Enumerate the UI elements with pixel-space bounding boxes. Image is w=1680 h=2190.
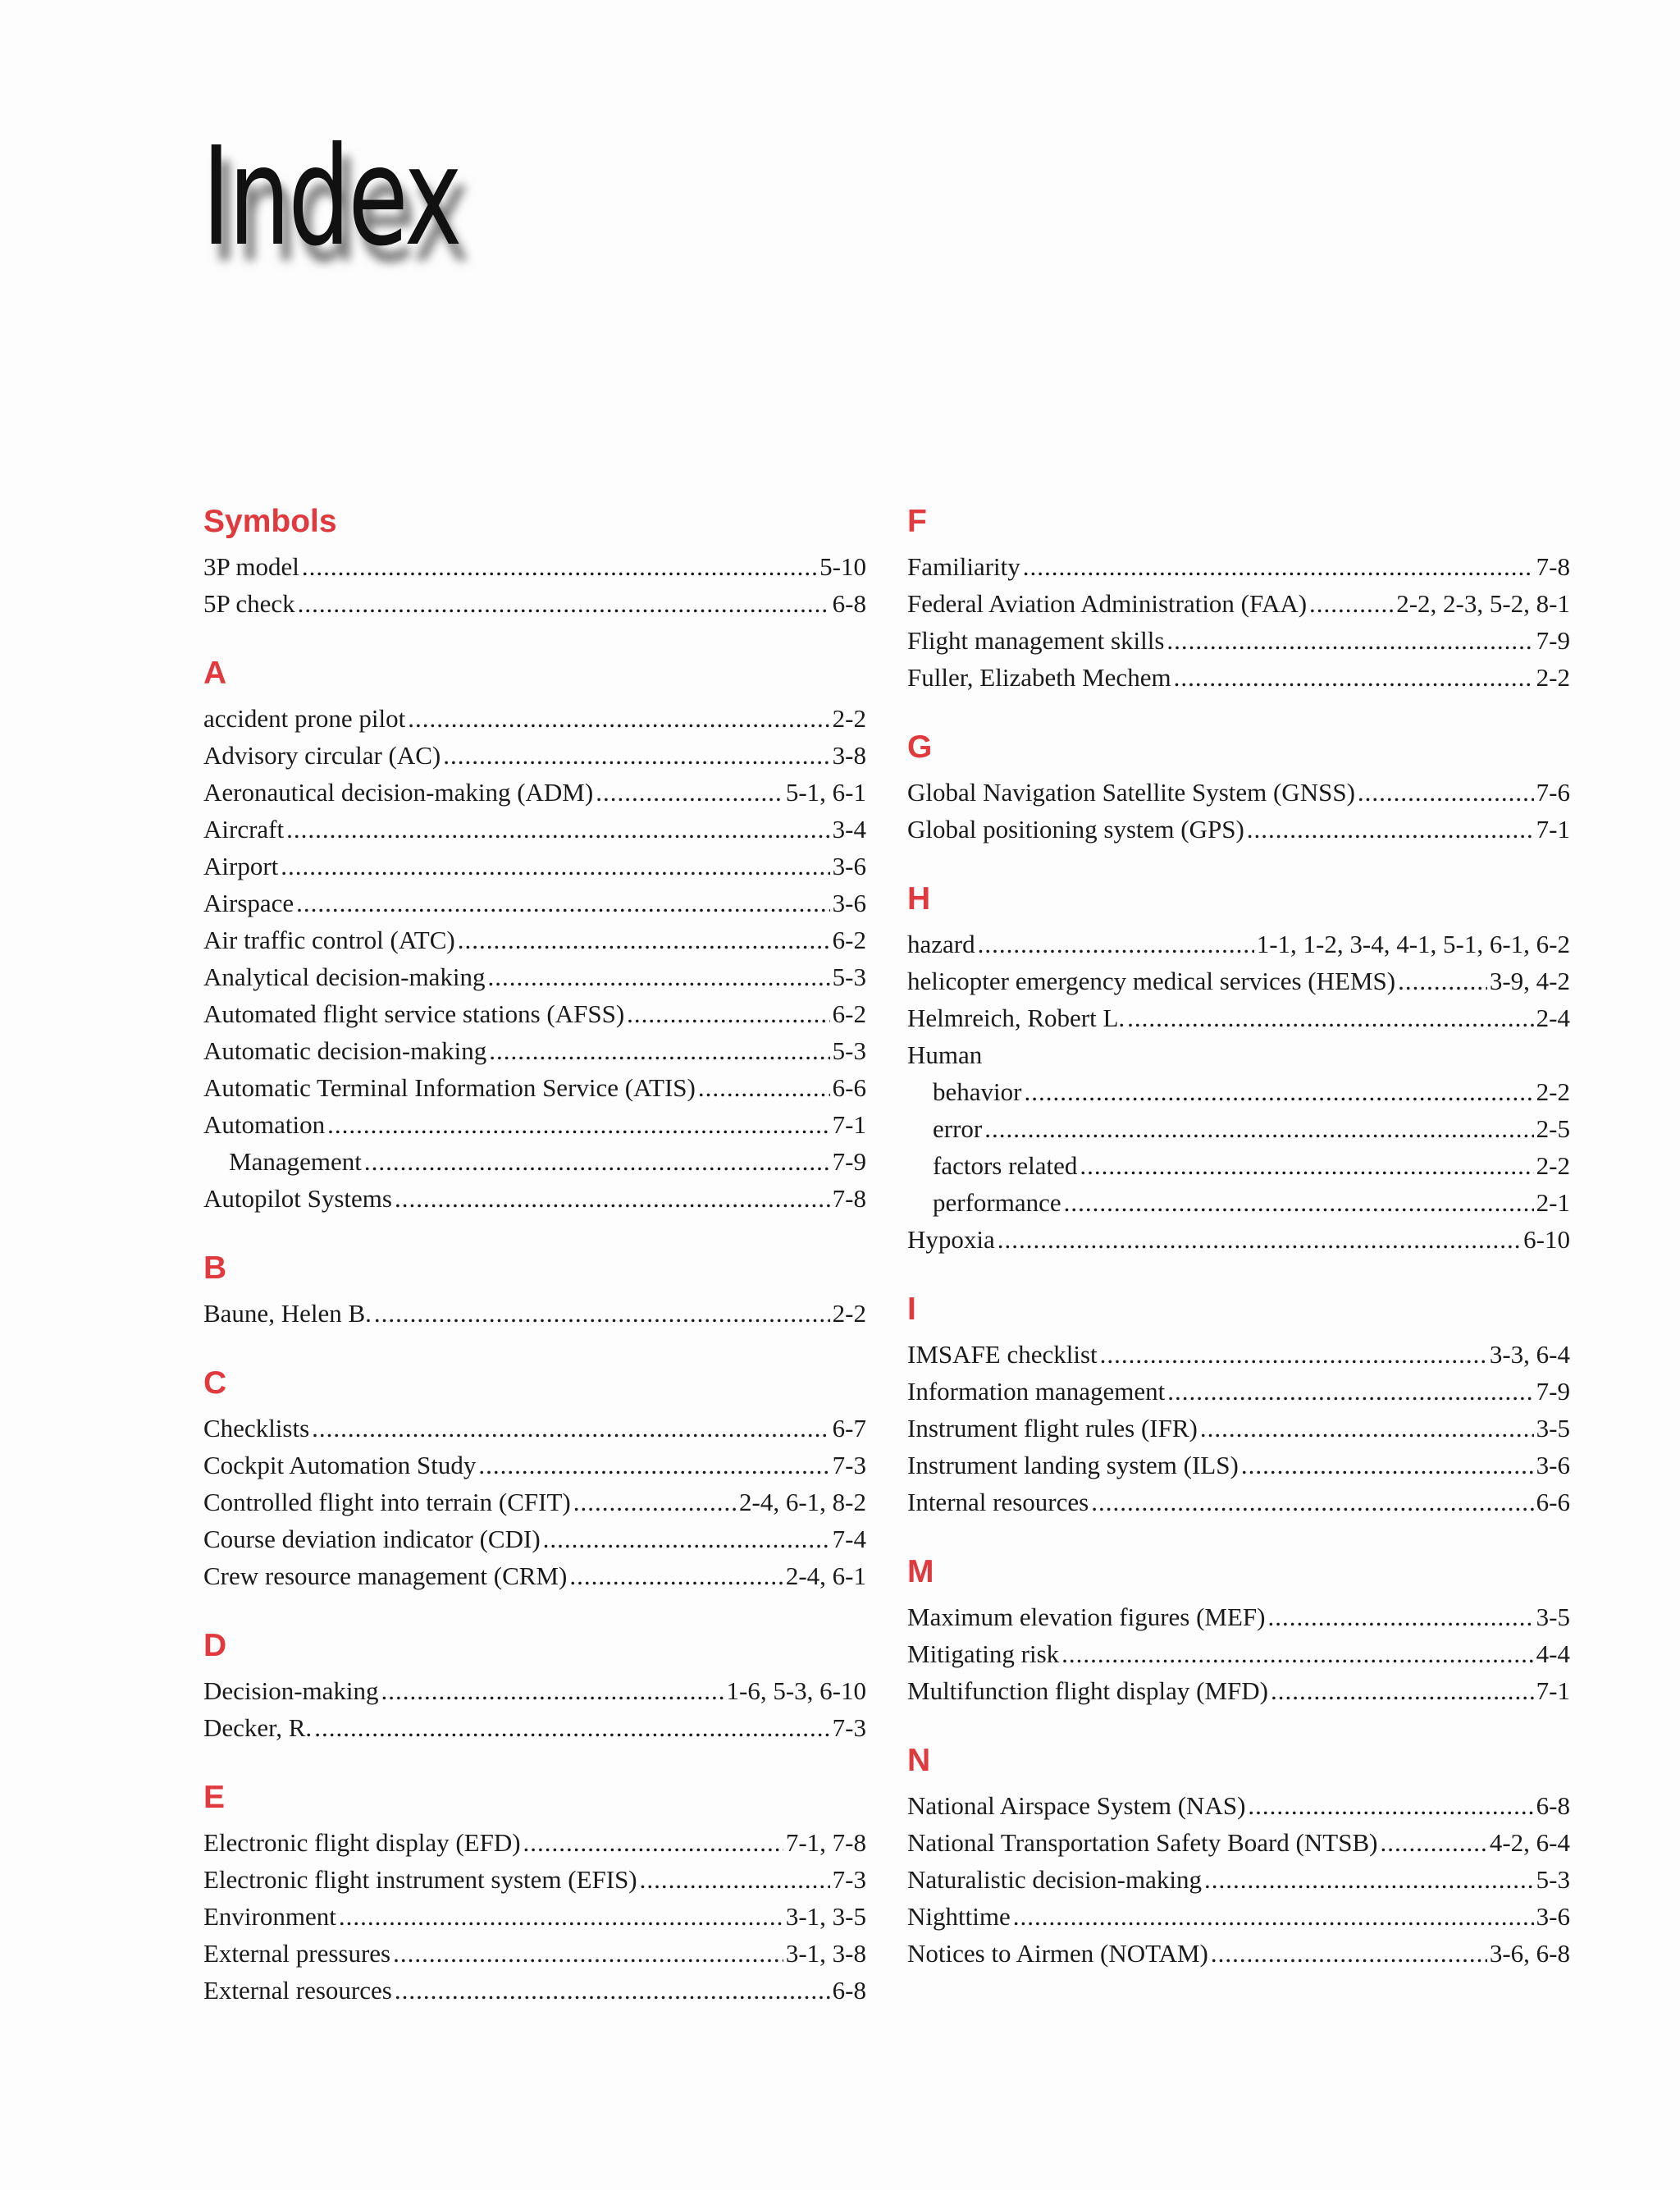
index-entry [203,885,866,921]
entry-term: Controlled flight into terrain (CFIT) [203,1488,571,1516]
entry-term: error [933,1114,983,1143]
dot-leader [1024,1073,1533,1110]
index-entry [203,1410,866,1447]
index-column-right [907,502,1570,1972]
entry-term: 3P model [203,552,299,581]
index-subentry [907,1073,1570,1110]
dot-leader [640,1861,830,1898]
index-entry [203,1898,866,1935]
entry-term: performance [933,1188,1061,1217]
entry-pages: 3-1, 3-5 [785,1902,866,1931]
entry-term: Management [229,1147,362,1176]
section-heading: D [203,1628,227,1663]
entry-term: Hypoxia [907,1225,995,1254]
index-subentry [203,1143,866,1180]
index-entry [203,811,866,848]
dot-leader [312,1410,830,1447]
index-entry [907,1373,1570,1410]
index-entry [203,1106,866,1143]
entry-term: External pressures [203,1939,391,1968]
entry-term: behavior [933,1077,1022,1106]
dot-leader [327,1106,830,1143]
entry-pages: 7-3 [832,1451,866,1479]
dot-leader [286,811,830,848]
entry-term: Maximum elevation figures (MEF) [907,1602,1266,1631]
index-entry [203,995,866,1032]
dot-leader [1204,1861,1534,1898]
dot-leader [1167,1373,1533,1410]
section-heading: G [907,729,933,765]
section-heading: H [907,881,931,917]
entry-term: accident prone pilot [203,704,406,733]
entry-pages: 5-3 [1536,1865,1570,1894]
entry-pages: 3-6, 6-8 [1489,1939,1570,1968]
index-entry [907,1036,1570,1073]
entry-term: Crew resource management (CRM) [203,1561,568,1590]
index-entry [203,548,866,585]
dot-leader [489,1032,829,1069]
entry-pages: 3-5 [1536,1602,1570,1631]
index-entry [907,926,1570,962]
index-entry [203,1709,866,1746]
entry-pages: 3-5 [1536,1414,1570,1442]
entry-term: Automation [203,1110,326,1139]
entry-term: Global Navigation Satellite System (GNSS) [907,778,1355,807]
index-entry [907,1336,1570,1373]
index-entry [907,1898,1570,1935]
entry-term: Aeronautical decision-making (ADM) [203,778,594,807]
entry-term: Decision-making [203,1676,379,1705]
entry-pages: 4-2, 6-4 [1489,1828,1570,1857]
entry-term: Automatic decision-making [203,1036,487,1065]
index-entry [907,548,1570,585]
entry-pages: 7-1, 7-8 [785,1828,866,1857]
entry-term: Naturalistic decision-making [907,1865,1202,1894]
dot-leader [364,1143,830,1180]
index-entry [203,1447,866,1484]
entry-pages: 7-1 [1536,1676,1570,1705]
entry-pages: 6-10 [1523,1225,1570,1254]
entry-pages: 3-3, 6-4 [1489,1340,1570,1369]
index-entry [907,1221,1570,1258]
entry-pages: 7-3 [832,1865,866,1894]
index-entry [907,1824,1570,1861]
dot-leader [296,885,830,921]
index-entry [203,1069,866,1106]
entry-term: factors related [933,1151,1078,1180]
entry-term: Helmreich, Robert L. [907,1004,1125,1032]
section-heading: N [907,1743,931,1778]
index-entry [907,1484,1570,1520]
dot-leader [458,921,830,958]
dot-leader [1064,1184,1534,1221]
entry-pages: 3-6 [1536,1902,1570,1931]
entry-term: Nighttime [907,1902,1011,1931]
index-entry [907,585,1570,622]
index-entry [907,622,1570,659]
index-entry [203,1824,866,1861]
entry-pages: 2-2, 2-3, 5-2, 8-1 [1396,589,1570,618]
index-entry [203,774,866,811]
entry-pages: 1-1, 1-2, 3-4, 4-1, 5-1, 6-1, 6-2 [1256,930,1570,958]
dot-leader [395,1972,830,2009]
entry-term: Analytical decision-making [203,962,486,991]
entry-term: Decker, R. [203,1713,313,1742]
entry-term: Global positioning system (GPS) [907,815,1244,844]
entry-pages: 2-4, 6-1 [785,1561,866,1590]
entry-term: Airspace [203,889,294,917]
index-entry [907,774,1570,811]
entry-pages: 7-6 [1536,778,1570,807]
entry-term: Autopilot Systems [203,1184,392,1213]
entry-pages: 2-4 [1536,1004,1570,1032]
dot-leader [393,1935,783,1972]
index-column-left [203,502,866,2009]
dot-leader [1174,659,1534,696]
entry-term: Mitigating risk [907,1639,1060,1668]
index-entry [907,659,1570,696]
entry-term: Electronic flight instrument system (EFIS) [203,1865,637,1894]
dot-leader [627,995,830,1032]
dot-leader [478,1447,829,1484]
index-entry [203,1557,866,1594]
dot-leader [1358,774,1534,811]
index-entry [203,1295,866,1332]
entry-term: Aircraft [203,815,285,844]
entry-term: Flight management skills [907,626,1165,655]
index-entry [907,1410,1570,1447]
entry-pages: 6-6 [832,1073,866,1102]
entry-term: Multifunction flight display (MFD) [907,1676,1269,1705]
dot-leader [1061,1635,1534,1672]
entry-pages: 2-2 [1536,663,1570,692]
entry-pages: 2-1 [1536,1188,1570,1217]
entry-term: Course deviation indicator (CDI) [203,1525,541,1553]
section-heading: Symbols [203,504,337,539]
entry-pages: 3-9, 4-2 [1489,967,1570,995]
page-title: Index [202,118,460,277]
dot-leader [978,926,1254,962]
dot-leader [698,1069,830,1106]
section-heading: M [907,1554,934,1589]
entry-term: Human [907,1040,983,1069]
index-entry [203,700,866,737]
entry-pages: 4-4 [1536,1639,1570,1668]
entry-pages: 3-1, 3-8 [785,1939,866,1968]
entry-pages: 7-1 [832,1110,866,1139]
entry-pages: 1-6, 5-3, 6-10 [726,1676,866,1705]
index-entry [203,1861,866,1898]
entry-term: Instrument flight rules (IFR) [907,1414,1198,1442]
dot-leader [1013,1898,1534,1935]
entry-pages: 6-2 [832,926,866,954]
entry-term: Information management [907,1377,1166,1406]
dot-leader [281,848,829,885]
dot-leader [381,1672,724,1709]
entry-term: Familiarity [907,552,1020,581]
entry-term: Federal Aviation Administration (FAA) [907,589,1308,618]
dot-leader [1247,811,1534,848]
entry-pages: 2-4, 6-1, 8-2 [739,1488,866,1516]
dot-leader [1091,1484,1533,1520]
entry-pages: 6-8 [1536,1791,1570,1820]
dot-leader [1166,622,1533,659]
dot-leader [1309,585,1394,622]
dot-leader [1023,548,1534,585]
entry-pages: 2-2 [1536,1077,1570,1106]
entry-term: Airport [203,852,279,880]
entry-term: Environment [203,1902,336,1931]
entry-term: Instrument landing system (ILS) [907,1451,1239,1479]
index-entry [203,737,866,774]
dot-leader [487,958,829,995]
index-entry [203,1672,866,1709]
entry-term: Air traffic control (ATC) [203,926,455,954]
entry-pages: 5-1, 6-1 [785,778,866,807]
entry-pages: 2-2 [1536,1151,1570,1180]
index-entry [203,1032,866,1069]
dot-leader [1398,962,1487,999]
index-entry [907,1635,1570,1672]
entry-pages: 6-7 [832,1414,866,1442]
entry-term: Electronic flight display (EFD) [203,1828,521,1857]
section-heading: F [907,504,927,539]
entry-pages: 5-3 [832,962,866,991]
index-entry [907,1598,1570,1635]
entry-term: External resources [203,1976,392,2005]
entry-term: Automated flight service stations (AFSS) [203,999,625,1028]
entry-pages: 3-4 [832,815,866,844]
entry-pages: 2-2 [832,704,866,733]
index-entry [907,811,1570,848]
entry-pages: 7-3 [832,1713,866,1742]
section-heading: I [907,1292,916,1327]
dot-leader [998,1221,1521,1258]
entry-pages: 6-8 [832,589,866,618]
index-entry [907,1672,1570,1709]
entry-pages: 7-9 [1536,626,1570,655]
entry-pages: 3-8 [832,741,866,770]
entry-pages: 3-6 [832,852,866,880]
entry-term: IMSAFE checklist [907,1340,1098,1369]
dot-leader [302,548,817,585]
entry-pages: 7-4 [832,1525,866,1553]
entry-pages: 5-10 [819,552,866,581]
entry-pages: 7-8 [832,1184,866,1213]
dot-leader [314,1709,829,1746]
entry-term: Notices to Airmen (NOTAM) [907,1939,1208,1968]
index-entry [203,1935,866,1972]
dot-leader [395,1180,830,1217]
index-entry [907,1447,1570,1484]
index-entry [907,1861,1570,1898]
section-heading: C [203,1365,227,1401]
index-entry [203,921,866,958]
dot-leader [984,1110,1533,1147]
dot-leader [339,1898,783,1935]
entry-pages: 2-2 [832,1299,866,1328]
dot-leader [1241,1447,1534,1484]
index-entry [203,1520,866,1557]
entry-term: Baune, Helen B. [203,1299,372,1328]
entry-term: National Transportation Safety Board (NTSB) [907,1828,1378,1857]
index-entry [203,1180,866,1217]
entry-term: National Airspace System (NAS) [907,1791,1246,1820]
entry-term: helicopter emergency medical services (HEMS) [907,967,1396,995]
section-heading: E [203,1780,226,1815]
entry-pages: 6-8 [832,1976,866,2005]
dot-leader [1271,1672,1534,1709]
dot-leader [374,1295,830,1332]
index-entry [907,962,1570,999]
entry-term: hazard [907,930,975,958]
dot-leader [1080,1147,1533,1184]
index-entry [203,1972,866,2009]
entry-pages: 6-2 [832,999,866,1028]
dot-leader [1100,1336,1487,1373]
index-entry [907,1787,1570,1824]
index-entry [203,585,866,622]
dot-leader [408,700,829,737]
index-subentry [907,1147,1570,1184]
entry-pages: 7-8 [1536,552,1570,581]
entry-term: Internal resources [907,1488,1089,1516]
dot-leader [1248,1787,1533,1824]
index-entry [203,848,866,885]
dot-leader [543,1520,830,1557]
entry-pages: 3-6 [1536,1451,1570,1479]
dot-leader [1127,999,1534,1036]
entry-pages: 7-9 [832,1147,866,1176]
dot-leader [1211,1935,1487,1972]
entry-pages: 7-9 [1536,1377,1570,1406]
index-subentry [907,1110,1570,1147]
section-heading: B [203,1250,227,1286]
dot-leader [1268,1598,1534,1635]
dot-leader [443,737,829,774]
entry-term: Fuller, Elizabeth Mechem [907,663,1171,692]
entry-term: 5P check [203,589,295,618]
dot-leader [596,774,783,811]
entry-term: Automatic Terminal Information Service (ATIS) [203,1073,696,1102]
dot-leader [298,585,830,622]
index-entry [203,1484,866,1520]
entry-term: Cockpit Automation Study [203,1451,477,1479]
index-entry [203,958,866,995]
dot-leader [573,1484,737,1520]
index-entry [907,1935,1570,1972]
entry-pages: 2-5 [1536,1114,1570,1143]
dot-leader [1200,1410,1534,1447]
dot-leader [1380,1824,1486,1861]
entry-pages: 5-3 [832,1036,866,1065]
entry-term: Advisory circular (AC) [203,741,441,770]
section-heading: A [203,656,227,691]
index-entry [907,999,1570,1036]
entry-term: Checklists [203,1414,310,1442]
index-subentry [907,1184,1570,1221]
entry-pages: 7-1 [1536,815,1570,844]
entry-pages: 6-6 [1536,1488,1570,1516]
dot-leader [523,1824,783,1861]
dot-leader [569,1557,783,1594]
entry-pages: 3-6 [832,889,866,917]
